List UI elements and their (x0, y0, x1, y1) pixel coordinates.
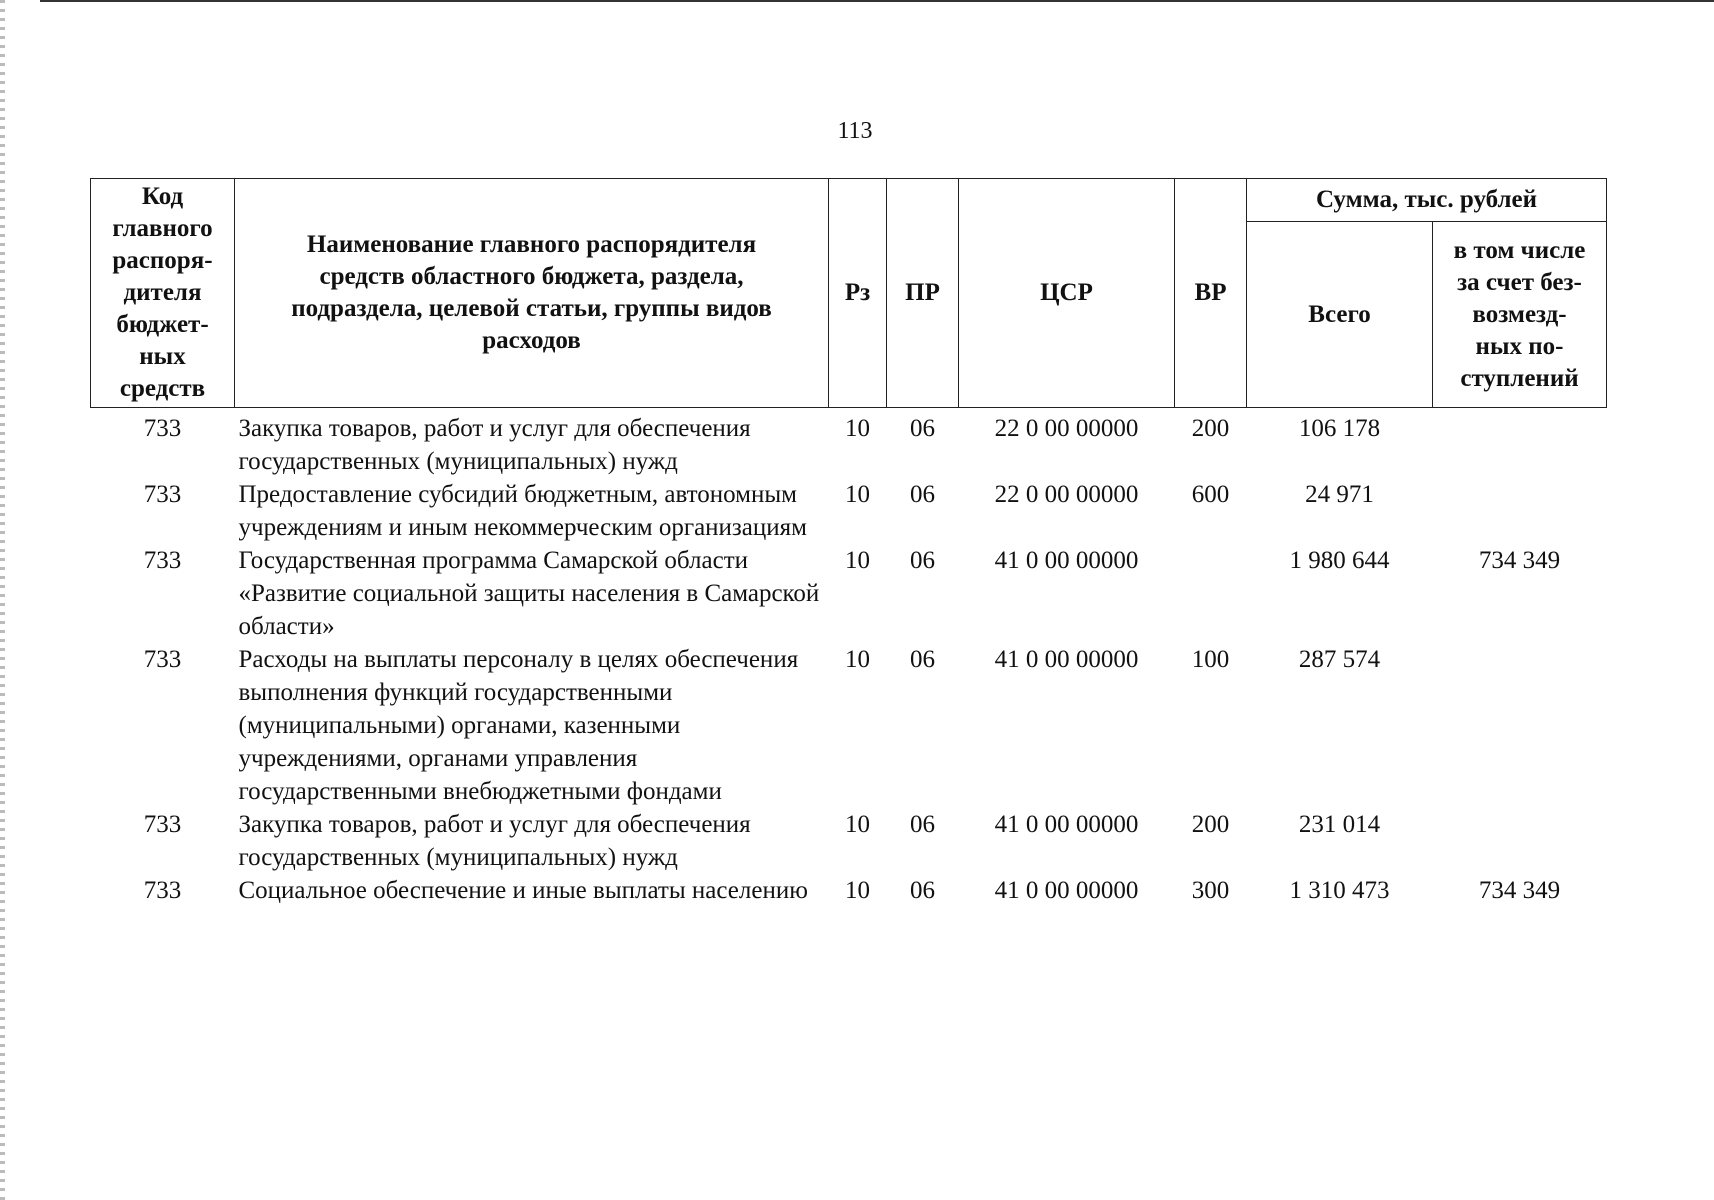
table-row (91, 408, 1607, 479)
table-row (91, 874, 1607, 907)
cell-rz: 10 (845, 547, 870, 574)
cell-vr: 100 (1191, 646, 1230, 673)
cell-pr: 06 (910, 481, 935, 508)
table-row (91, 643, 1607, 808)
table-body (91, 408, 1607, 908)
budget-table (90, 178, 1607, 907)
cell-rz: 10 (845, 415, 870, 442)
cell-rz: 10 (845, 481, 870, 508)
header-total: Всего (1247, 222, 1433, 408)
cell-pr: 06 (910, 646, 935, 673)
cell-csr: 22 0 00 00000 (994, 415, 1139, 442)
cell-code: 733 (143, 481, 182, 508)
cell-total: 231 014 (1298, 811, 1381, 838)
table-row (91, 808, 1607, 874)
table-row (91, 544, 1607, 643)
cell-csr: 41 0 00 00000 (994, 811, 1139, 838)
cell-gratuitous (1433, 808, 1607, 874)
cell-csr: 22 0 00 00000 (994, 481, 1139, 508)
cell-pr: 06 (910, 877, 935, 904)
cell-vr (1175, 544, 1247, 643)
cell-code: 733 (143, 877, 182, 904)
cell-total: 1 310 473 (1289, 877, 1390, 904)
cell-gratuitous (1433, 478, 1607, 544)
cell-total: 24 971 (1305, 481, 1374, 508)
cell-code: 733 (143, 547, 182, 574)
cell-total: 106 178 (1298, 415, 1381, 442)
cell-vr: 200 (1191, 415, 1230, 442)
cell-pr: 06 (910, 415, 935, 442)
cell-csr: 41 0 00 00000 (994, 547, 1139, 574)
cell-gratuitous: 734 349 (1478, 877, 1561, 904)
header-rz: Рз (829, 179, 887, 408)
page-number: 113 (837, 118, 873, 144)
cell-vr: 300 (1191, 877, 1230, 904)
cell-code: 733 (143, 646, 182, 673)
header-vr: ВР (1175, 179, 1247, 408)
cell-gratuitous (1433, 408, 1607, 479)
cell-rz: 10 (845, 811, 870, 838)
cell-name: Социальное обеспечение и иные выплаты населению (238, 877, 808, 904)
table-row (91, 478, 1607, 544)
cell-vr: 600 (1191, 481, 1230, 508)
cell-name: Предоставление субсидий бюджетным, автономным учреждениям и иным некоммерческим организациям (238, 481, 807, 541)
cell-total: 287 574 (1298, 646, 1381, 673)
cell-csr: 41 0 00 00000 (994, 877, 1139, 904)
cell-total: 1 980 644 (1289, 547, 1390, 574)
cell-pr: 06 (910, 811, 935, 838)
cell-rz: 10 (845, 877, 870, 904)
cell-vr: 200 (1191, 811, 1230, 838)
header-name: Наименование главного распорядителя средств областного бюджета, раздела, подраздела, целевой статьи, группы видов расходов (235, 179, 829, 408)
cell-name: Закупка товаров, работ и услуг для обеспечения государственных (муниципальных) нужд (238, 811, 751, 871)
cell-csr: 41 0 00 00000 (994, 646, 1139, 673)
cell-code: 733 (143, 811, 182, 838)
scan-left-edge (0, 0, 5, 1200)
cell-name: Закупка товаров, работ и услуг для обеспечения государственных (муниципальных) нужд (238, 415, 751, 475)
header-code: Код главного распоря- дителя бюджет- ных средств (91, 179, 235, 408)
cell-name: Государственная программа Самарской области «Развитие социальной защиты населения в Самарской области» (238, 547, 820, 640)
cell-gratuitous: 734 349 (1478, 547, 1561, 574)
cell-pr: 06 (910, 547, 935, 574)
cell-rz: 10 (845, 646, 870, 673)
header-csr: ЦСР (959, 179, 1175, 408)
cell-gratuitous (1433, 643, 1607, 808)
header-pr: ПР (887, 179, 959, 408)
header-sum: Сумма, тыс. рублей (1247, 179, 1607, 222)
scan-top-edge (40, 0, 1714, 2)
table-header (91, 179, 1607, 408)
cell-code: 733 (143, 415, 182, 442)
cell-name: Расходы на выплаты персоналу в целях обеспечения выполнения функций государственными (муниципальными) органами, казенными учреждениями, органами управления государственными внебюджетными фондами (238, 646, 799, 805)
header-gratuitous: в том числе за счет без- возмезд- ных по- ступлений (1433, 222, 1607, 408)
